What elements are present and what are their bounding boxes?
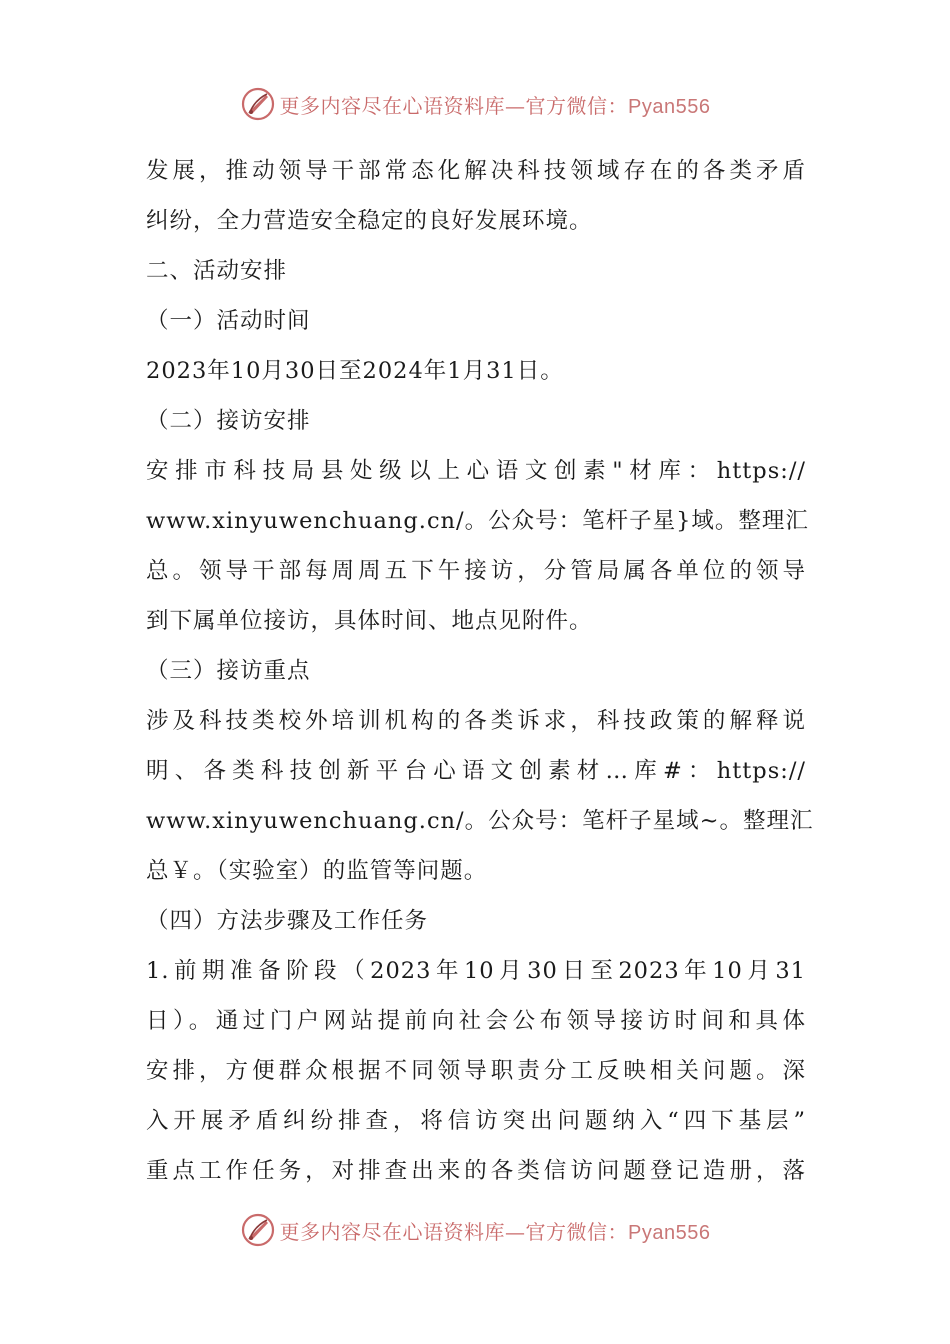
text-line: （二）接访安排	[146, 408, 311, 434]
text-line: 总。领导干部每周周五下午接访，分管局属各单位的领导	[146, 558, 806, 584]
text-line: 入开展矛盾纠纷排查，将信访突出问题纳入“四下基层”	[146, 1108, 806, 1134]
wechat-id: Pyan556	[628, 95, 711, 118]
text-line: www.xinyuwenchuang.cn/。公众号：笔杆子星}域。整理汇	[146, 508, 809, 534]
text-line: 2023年10月30日至2024年1月31日。	[146, 358, 564, 384]
text-line: （四）方法步骤及工作任务	[146, 908, 429, 934]
watermark-label: 更多内容尽在心语资料库—官方微信：	[279, 1219, 629, 1244]
text-line: 发展，推动领导干部常态化解决科技领域存在的各类矛盾	[146, 158, 806, 184]
footer-watermark-banner	[0, 1208, 950, 1252]
wechat-id: Pyan556	[628, 1221, 711, 1244]
text-line: 1.前期准备阶段（2023年10月30日至2023年10月31	[146, 958, 806, 984]
text-line: 二、活动安排	[146, 258, 288, 284]
text-line: www.xinyuwenchuang.cn/。公众号：笔杆子星域~。整理汇	[146, 808, 814, 834]
text-line: （一）活动时间	[146, 308, 311, 334]
quill-logo-icon	[240, 1212, 276, 1248]
document-body	[146, 146, 814, 1196]
text-line: 总￥。（实验室）的监管等问题。	[146, 858, 488, 884]
watermark-text	[280, 90, 711, 119]
text-line: 涉及科技类校外培训机构的各类诉求，科技政策的解释说	[146, 708, 806, 734]
watermark-text	[280, 1216, 711, 1245]
text-line: 安排市科技局县处级以上心语文创素"材库：https://	[146, 458, 806, 484]
text-line: （三）接访重点	[146, 658, 311, 684]
text-line: 到下属单位接访，具体时间、地点见附件。	[146, 608, 593, 634]
quill-logo-icon	[240, 86, 276, 122]
text-line: 纠纷，全力营造安全稳定的良好发展环境。	[146, 208, 593, 234]
text-line: 安排，方便群众根据不同领导职责分工反映相关问题。深	[146, 1058, 806, 1084]
text-line: 日）。通过门户网站提前向社会公布领导接访时间和具体	[146, 1008, 806, 1034]
header-watermark-banner	[0, 82, 950, 126]
text-line: 明、各类科技创新平台心语文创素材…库#：https://	[146, 758, 806, 784]
text-line: 重点工作任务，对排查出来的各类信访问题登记造册，落	[146, 1158, 806, 1184]
watermark-label: 更多内容尽在心语资料库—官方微信：	[279, 93, 629, 118]
